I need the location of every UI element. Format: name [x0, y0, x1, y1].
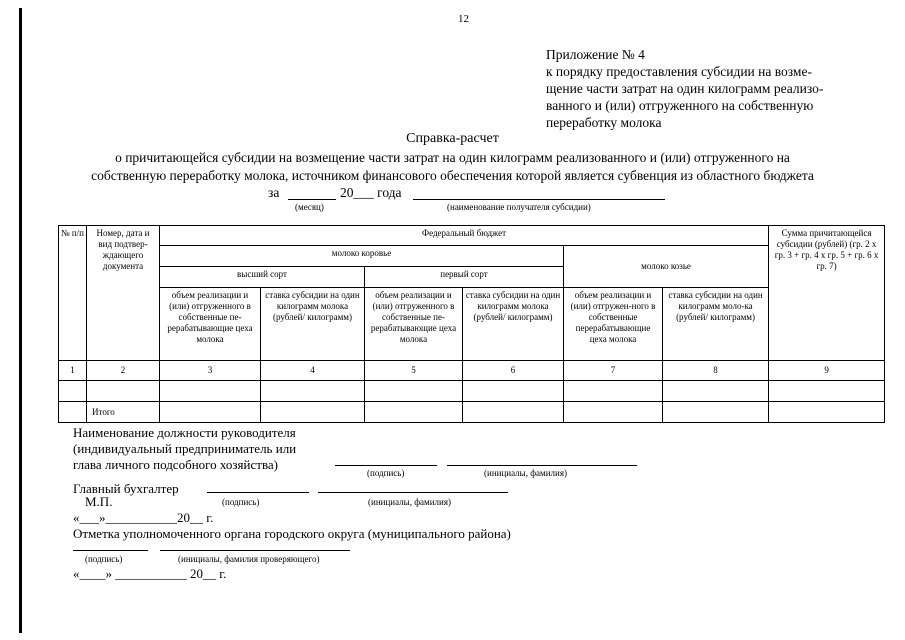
- chief-accountant-label: Главный бухгалтер: [73, 481, 179, 496]
- header-rate: ставка субсидии на один килограмм молока (рублей/ килограмм): [463, 288, 564, 361]
- col-number: 4: [261, 361, 365, 381]
- table-cell: [564, 381, 663, 402]
- table-cell: [59, 381, 87, 402]
- col-number: 1: [59, 361, 87, 381]
- col-number: 3: [160, 361, 261, 381]
- initials-caption: (инициалы, фамилия): [484, 468, 567, 478]
- header-cow-milk: молоко коровье: [160, 246, 564, 267]
- total-row: [59, 402, 885, 423]
- header-document: Номер, дата и вид подтвер-ждающего документа: [87, 226, 160, 361]
- date-line: «____» ___________ 20__ г.: [73, 566, 227, 581]
- table-cell: [564, 402, 663, 423]
- signature-caption: (подпись): [222, 497, 260, 507]
- signature-caption: (подпись): [85, 554, 123, 564]
- initials-caption: (инициалы, фамилия): [368, 497, 451, 507]
- appendix-line: к порядку предоставления субсидии на возме-: [546, 64, 812, 79]
- page-number: 12: [458, 13, 469, 25]
- table-cell: [365, 402, 463, 423]
- signature-blank: [207, 492, 309, 493]
- table-cell: [663, 381, 769, 402]
- subtitle-line: о причитающейся субсидии на возмещение части затрат на один килограмм реализованного и (или) отгруженного на: [115, 150, 790, 165]
- col-number: 2: [87, 361, 160, 381]
- document-title: Справка-расчет: [406, 131, 499, 146]
- appendix-title: Приложение № 4: [546, 47, 645, 62]
- date-line: «___»___________20__ г.: [73, 510, 214, 525]
- header-first-grade: первый сорт: [365, 267, 564, 288]
- header-volume: объем реализации и (или) отгруженного в собственные пе-рерабатывающие цеха молока: [365, 288, 463, 361]
- column-number-row: [59, 361, 885, 381]
- initials-blank: [160, 550, 350, 551]
- table-cell: [769, 402, 885, 423]
- period-year: 20___ года: [340, 185, 402, 200]
- table-cell: [160, 402, 261, 423]
- table-cell: [87, 381, 160, 402]
- authority-mark: Отметка уполномоченного органа городского округа (муниципального района): [73, 526, 511, 541]
- recipient-caption: (наименование получателя субсидии): [447, 202, 591, 212]
- month-caption: (месяц): [295, 202, 324, 212]
- header-no: № п/п: [59, 226, 87, 361]
- header-federal-budget: Федеральный бюджет: [160, 226, 769, 246]
- head-line: Наименование должности руководителя: [73, 425, 296, 440]
- period-za: за: [268, 185, 280, 200]
- appendix-line: ванного и (или) отгруженного на собственную: [546, 98, 814, 113]
- header-top-grade: высший сорт: [160, 267, 365, 288]
- table-cell: [261, 381, 365, 402]
- head-position-block: [73, 425, 296, 473]
- initials-blank: [447, 465, 637, 466]
- table-row: [59, 381, 885, 402]
- col-number: 7: [564, 361, 663, 381]
- table-cell: [463, 381, 564, 402]
- table-cell: [160, 381, 261, 402]
- signature-blank: [73, 550, 148, 551]
- col-number: 5: [365, 361, 463, 381]
- header-rate-goat: ставка субсидии на один килограмм моло-ка (рублей/ килограмм): [663, 288, 769, 361]
- header-sum: Сумма причитающейся субсидии (рублей) (гр. 2 х гр. 3 + гр. 4 х гр. 5 + гр. 6 х гр. 7): [769, 226, 885, 361]
- table-cell: [365, 381, 463, 402]
- signature-caption: (подпись): [367, 468, 405, 478]
- col-number: 8: [663, 361, 769, 381]
- appendix-line: переработку молока: [546, 115, 662, 130]
- recipient-blank: [413, 199, 665, 200]
- table-cell: [463, 402, 564, 423]
- table-cell: [663, 402, 769, 423]
- binding-edge-line: [19, 8, 22, 633]
- table-cell: [769, 381, 885, 402]
- col-number: 6: [463, 361, 564, 381]
- signature-blank: [335, 465, 437, 466]
- subtitle-line: собственную переработку молока, источником финансового обеспечения которой является субвенция из областного бюджета: [91, 168, 814, 183]
- total-label: Итого: [87, 402, 160, 423]
- subsidy-table: [58, 225, 885, 423]
- table-cell: [261, 402, 365, 423]
- checker-initials-caption: (инициалы, фамилия проверяющего): [178, 554, 320, 564]
- col-number: 9: [769, 361, 885, 381]
- appendix-block: [546, 46, 823, 131]
- header-goat-milk: молоко козье: [564, 246, 769, 288]
- initials-blank: [318, 492, 508, 493]
- header-volume: объем реализации и (или) отгруженного в собственные пе-рерабатывающие цеха молока: [160, 288, 261, 361]
- header-volume-goat: объем реализации и (или) отгружен-ного в собственные перерабатывающие цеха молока: [564, 288, 663, 361]
- table-cell: [59, 402, 87, 423]
- head-line: (индивидуальный предприниматель или: [73, 441, 297, 456]
- stamp-label: М.П.: [85, 494, 113, 509]
- month-blank: [288, 199, 336, 200]
- head-line: глава личного подсобного хозяйства): [73, 457, 279, 472]
- appendix-line: щение части затрат на один килограмм реализо-: [546, 81, 824, 96]
- header-rate: ставка субсидии на один килограмм молока (рублей/ килограмм): [261, 288, 365, 361]
